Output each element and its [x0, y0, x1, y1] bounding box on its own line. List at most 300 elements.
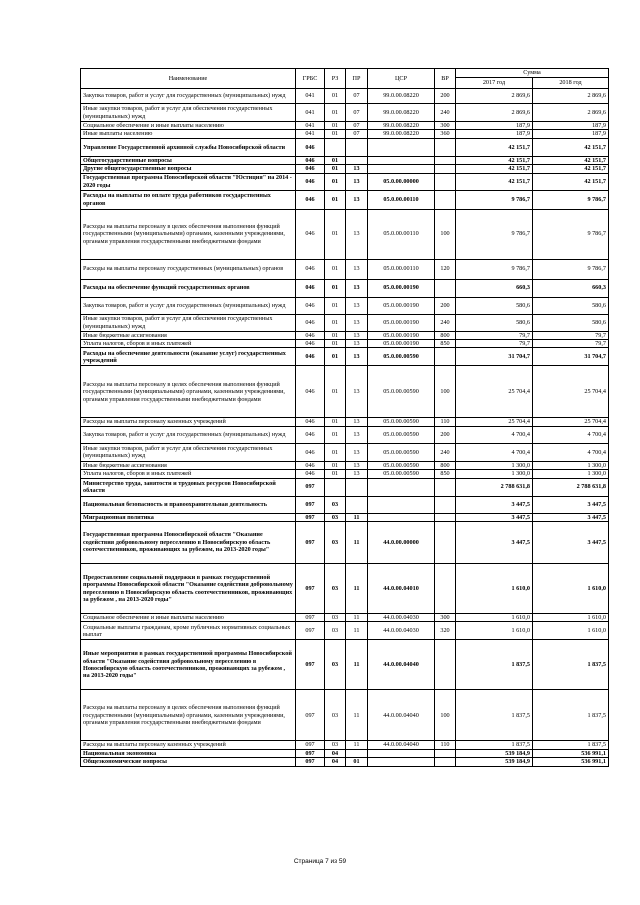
- row-rz: 01: [325, 348, 346, 366]
- row-csr: [368, 513, 435, 521]
- row-vr: 800: [435, 461, 456, 469]
- row-sum-2017: 42 151,7: [456, 173, 533, 190]
- row-grbs: 097: [296, 496, 325, 513]
- row-pr: [346, 496, 368, 513]
- row-sum-2018: 580,6: [533, 314, 609, 331]
- row-grbs: 041: [296, 89, 325, 104]
- row-pr: 11: [346, 741, 368, 749]
- row-name: Предоставление социальной поддержки в рамках государственной программы Новосибирской области "Оказание содействия добровольному переселению в Новосибирскую область соотечественников, проживающих за рубежом , на 2013-2020 годы": [81, 564, 296, 614]
- row-sum-2018: 187,9: [533, 130, 609, 138]
- row-rz: 01: [325, 165, 346, 173]
- row-sum-2017: 79,7: [456, 340, 533, 348]
- row-grbs: 046: [296, 156, 325, 164]
- row-sum-2018: 3 447,5: [533, 522, 609, 564]
- row-vr: [435, 478, 456, 496]
- row-vr: 240: [435, 443, 456, 461]
- row-grbs: 046: [296, 190, 325, 209]
- row-rz: 01: [325, 340, 346, 348]
- row-grbs: 097: [296, 622, 325, 640]
- table-body: [81, 89, 609, 767]
- row-csr: 44.0.00.04040: [368, 640, 435, 690]
- row-rz: 03: [325, 690, 346, 741]
- row-vr: [435, 138, 456, 156]
- table-row: [81, 461, 609, 469]
- row-sum-2017: 1 300,0: [456, 470, 533, 478]
- row-pr: 13: [346, 443, 368, 461]
- row-rz: [325, 138, 346, 156]
- table-row: [81, 279, 609, 297]
- table-row: [81, 209, 609, 259]
- row-grbs: 041: [296, 122, 325, 130]
- row-pr: 13: [346, 426, 368, 443]
- row-name: Иные мероприятия в рамках государственной программы Новосибирской области "Оказание содействия добровольному переселению в Новосибирскую область соотечественников, проживающих за рубежом , на 2013-2020 годы": [81, 640, 296, 690]
- row-sum-2017: 79,7: [456, 331, 533, 339]
- row-pr: 07: [346, 89, 368, 104]
- row-vr: 320: [435, 622, 456, 640]
- table-row: [81, 348, 609, 366]
- table-row: [81, 331, 609, 339]
- row-csr: 05.0.00.00190: [368, 279, 435, 297]
- row-vr: 200: [435, 426, 456, 443]
- row-name: Общегосударственные вопросы: [81, 156, 296, 164]
- row-sum-2017: 1 837,5: [456, 690, 533, 741]
- row-rz: 01: [325, 279, 346, 297]
- row-grbs: 097: [296, 522, 325, 564]
- row-name: Иные закупки товаров, работ и услуг для обеспечения государственных (муниципальных) нужд: [81, 443, 296, 461]
- table-row: [81, 130, 609, 138]
- row-sum-2017: 9 786,7: [456, 259, 533, 279]
- row-rz: 03: [325, 496, 346, 513]
- row-csr: 05.0.00.00190: [368, 297, 435, 314]
- row-sum-2017: 3 447,5: [456, 496, 533, 513]
- row-grbs: 046: [296, 259, 325, 279]
- row-name: Расходы на выплаты персоналу в целях обеспечения выполнения функций государственными (муниципальными) органами, казенными учреждениями, органами управления государственными внебюджетными фондами: [81, 366, 296, 418]
- row-grbs: 046: [296, 279, 325, 297]
- row-sum-2018: 9 786,7: [533, 190, 609, 209]
- row-sum-2018: 1 610,0: [533, 564, 609, 614]
- row-vr: [435, 496, 456, 513]
- row-sum-2018: 79,7: [533, 340, 609, 348]
- row-name: Расходы на выплаты персоналу в целях обеспечения выполнения функций государственными (муниципальными) органами, казенными учреждениями, органами управления государственными внебюджетными фондами: [81, 690, 296, 741]
- row-rz: 04: [325, 749, 346, 757]
- row-vr: [435, 156, 456, 164]
- table-row: [81, 426, 609, 443]
- row-sum-2017: 1 610,0: [456, 622, 533, 640]
- row-pr: 11: [346, 690, 368, 741]
- row-sum-2018: 1 300,0: [533, 470, 609, 478]
- row-grbs: 097: [296, 741, 325, 749]
- row-vr: 300: [435, 614, 456, 622]
- row-grbs: 046: [296, 426, 325, 443]
- row-grbs: 041: [296, 130, 325, 138]
- row-sum-2017: 31 704,7: [456, 348, 533, 366]
- row-pr: 13: [346, 348, 368, 366]
- header-rz: РЗ: [325, 69, 346, 89]
- row-rz: 01: [325, 314, 346, 331]
- row-pr: 13: [346, 190, 368, 209]
- row-sum-2018: 2 788 631,8: [533, 478, 609, 496]
- table-row: [81, 758, 609, 766]
- row-csr: 05.0.00.00590: [368, 461, 435, 469]
- table-row: [81, 470, 609, 478]
- table-row: [81, 614, 609, 622]
- row-sum-2017: 3 447,5: [456, 522, 533, 564]
- row-csr: 99.0.00.08220: [368, 130, 435, 138]
- row-pr: [346, 749, 368, 757]
- table-row: [81, 314, 609, 331]
- row-pr: 11: [346, 522, 368, 564]
- row-name: Миграционная политика: [81, 513, 296, 521]
- row-name: Иные бюджетные ассигнования: [81, 331, 296, 339]
- row-sum-2017: 4 700,4: [456, 443, 533, 461]
- row-csr: 99.0.00.08220: [368, 104, 435, 122]
- row-csr: 05.0.00.00590: [368, 418, 435, 426]
- row-name: Социальные выплаты гражданам, кроме публичных нормативных социальных выплат: [81, 622, 296, 640]
- row-vr: 110: [435, 741, 456, 749]
- row-vr: [435, 564, 456, 614]
- row-sum-2017: 1 837,5: [456, 741, 533, 749]
- header-year-2018: 2018 год: [533, 78, 609, 89]
- row-rz: 04: [325, 758, 346, 766]
- row-sum-2017: 660,3: [456, 279, 533, 297]
- row-vr: [435, 758, 456, 766]
- row-pr: 13: [346, 461, 368, 469]
- row-pr: 11: [346, 614, 368, 622]
- row-sum-2017: 42 151,7: [456, 138, 533, 156]
- row-sum-2017: 187,9: [456, 130, 533, 138]
- table-row: [81, 418, 609, 426]
- row-name: Расходы на выплаты персоналу казенных учреждений: [81, 418, 296, 426]
- row-name: Закупка товаров, работ и услуг для государственных (муниципальных) нужд: [81, 426, 296, 443]
- table-row: [81, 104, 609, 122]
- table-row: [81, 522, 609, 564]
- row-rz: 01: [325, 209, 346, 259]
- row-sum-2017: 9 786,7: [456, 190, 533, 209]
- table-row: [81, 478, 609, 496]
- row-sum-2018: 42 151,7: [533, 138, 609, 156]
- row-grbs: 046: [296, 443, 325, 461]
- row-rz: 01: [325, 331, 346, 339]
- row-grbs: 097: [296, 690, 325, 741]
- row-csr: [368, 749, 435, 757]
- row-pr: 13: [346, 173, 368, 190]
- row-vr: 200: [435, 297, 456, 314]
- row-pr: 13: [346, 366, 368, 418]
- row-pr: 11: [346, 622, 368, 640]
- row-sum-2017: 4 700,4: [456, 426, 533, 443]
- row-vr: [435, 513, 456, 521]
- row-pr: 13: [346, 340, 368, 348]
- row-sum-2018: 9 786,7: [533, 209, 609, 259]
- row-name: Иные закупки товаров, работ и услуг для обеспечения государственных (муниципальных) нужд: [81, 314, 296, 331]
- table-row: [81, 190, 609, 209]
- table-row: [81, 156, 609, 164]
- row-pr: 11: [346, 513, 368, 521]
- row-sum-2017: 187,9: [456, 122, 533, 130]
- row-grbs: 046: [296, 461, 325, 469]
- row-rz: 03: [325, 522, 346, 564]
- row-pr: 13: [346, 297, 368, 314]
- row-name: Общеэкономические вопросы: [81, 758, 296, 766]
- row-csr: 44.0.00.00000: [368, 522, 435, 564]
- row-sum-2018: 4 700,4: [533, 426, 609, 443]
- row-pr: 13: [346, 470, 368, 478]
- row-rz: 01: [325, 297, 346, 314]
- row-name: Расходы на выплаты персоналу государственных (муниципальных) органов: [81, 259, 296, 279]
- row-sum-2018: 536 991,1: [533, 749, 609, 757]
- table-row: [81, 165, 609, 173]
- row-name: Уплата налогов, сборов и иных платежей: [81, 340, 296, 348]
- row-sum-2018: 9 786,7: [533, 259, 609, 279]
- row-csr: [368, 478, 435, 496]
- row-csr: 44.0.00.04010: [368, 564, 435, 614]
- header-sum: Сумма: [456, 69, 609, 78]
- row-vr: 110: [435, 418, 456, 426]
- row-sum-2018: 25 704,4: [533, 366, 609, 418]
- budget-table: [80, 68, 609, 767]
- row-grbs: 046: [296, 173, 325, 190]
- row-vr: 850: [435, 470, 456, 478]
- row-rz: 03: [325, 741, 346, 749]
- row-name: Иные выплаты населению: [81, 130, 296, 138]
- row-grbs: 046: [296, 297, 325, 314]
- row-grbs: 046: [296, 418, 325, 426]
- row-sum-2018: 25 704,4: [533, 418, 609, 426]
- row-rz: 01: [325, 366, 346, 418]
- row-csr: 44.0.00.04030: [368, 614, 435, 622]
- row-rz: 01: [325, 122, 346, 130]
- row-csr: 44.0.00.04030: [368, 622, 435, 640]
- row-vr: 120: [435, 259, 456, 279]
- row-rz: 01: [325, 426, 346, 443]
- row-rz: 01: [325, 190, 346, 209]
- row-sum-2017: 539 184,9: [456, 758, 533, 766]
- row-pr: 07: [346, 104, 368, 122]
- header-vr: ВР: [435, 69, 456, 89]
- row-name: Расходы на обеспечение функций государственных органов: [81, 279, 296, 297]
- row-sum-2017: 2 869,6: [456, 104, 533, 122]
- table-row: [81, 513, 609, 521]
- row-grbs: 097: [296, 640, 325, 690]
- row-sum-2018: 660,3: [533, 279, 609, 297]
- row-grbs: 097: [296, 749, 325, 757]
- row-name: Расходы на выплаты по оплате труда работников государственных органов: [81, 190, 296, 209]
- row-csr: 05.0.00.00590: [368, 470, 435, 478]
- row-vr: [435, 173, 456, 190]
- table-row: [81, 690, 609, 741]
- row-sum-2017: 25 704,4: [456, 366, 533, 418]
- row-name: Другие общегосударственные вопросы: [81, 165, 296, 173]
- row-name: Государственная программа Новосибирской области "Юстиция" на 2014 - 2020 годы: [81, 173, 296, 190]
- row-sum-2018: 1 837,5: [533, 640, 609, 690]
- row-vr: [435, 165, 456, 173]
- row-csr: 05.0.00.00110: [368, 209, 435, 259]
- row-sum-2017: 580,6: [456, 297, 533, 314]
- row-vr: 300: [435, 122, 456, 130]
- row-vr: 360: [435, 130, 456, 138]
- row-rz: 03: [325, 622, 346, 640]
- row-pr: 13: [346, 279, 368, 297]
- row-grbs: 097: [296, 513, 325, 521]
- row-pr: 13: [346, 331, 368, 339]
- table-row: [81, 622, 609, 640]
- header-pr: ПР: [346, 69, 368, 89]
- row-name: Государственная программа Новосибирской области "Оказание содействия добровольному переселению в Новосибирскую область соотечественников, проживающих за рубежом, на 2013-2020 годы": [81, 522, 296, 564]
- row-grbs: 097: [296, 478, 325, 496]
- row-grbs: 046: [296, 470, 325, 478]
- row-csr: 05.0.00.00110: [368, 259, 435, 279]
- table-row: [81, 366, 609, 418]
- row-vr: 100: [435, 690, 456, 741]
- row-rz: 01: [325, 443, 346, 461]
- row-name: Иные закупки товаров, работ и услуг для обеспечения государственных (муниципальных) нужд: [81, 104, 296, 122]
- row-pr: 11: [346, 564, 368, 614]
- row-pr: 13: [346, 209, 368, 259]
- row-rz: 03: [325, 614, 346, 622]
- row-grbs: 046: [296, 348, 325, 366]
- row-rz: 03: [325, 564, 346, 614]
- row-pr: [346, 478, 368, 496]
- row-name: Расходы на выплаты персоналу казенных учреждений: [81, 741, 296, 749]
- row-csr: [368, 156, 435, 164]
- row-csr: 05.0.00.00190: [368, 340, 435, 348]
- row-vr: 100: [435, 366, 456, 418]
- row-sum-2017: 3 447,5: [456, 513, 533, 521]
- row-vr: [435, 522, 456, 564]
- header-year-2017: 2017 год: [456, 78, 533, 89]
- row-name: Расходы на выплаты персоналу в целях обеспечения выполнения функций государственными (муниципальными) органами, казенными учреждениями, органами управления государственными внебюджетными фондами: [81, 209, 296, 259]
- row-csr: [368, 138, 435, 156]
- row-sum-2018: 2 869,6: [533, 89, 609, 104]
- row-rz: 01: [325, 461, 346, 469]
- row-vr: [435, 749, 456, 757]
- row-vr: 240: [435, 104, 456, 122]
- row-sum-2017: 2 869,6: [456, 89, 533, 104]
- row-rz: 01: [325, 418, 346, 426]
- table-row: [81, 259, 609, 279]
- table-row: [81, 443, 609, 461]
- row-sum-2018: 1 837,5: [533, 741, 609, 749]
- row-sum-2017: 580,6: [456, 314, 533, 331]
- row-sum-2018: 1 300,0: [533, 461, 609, 469]
- row-csr: 44.0.00.04040: [368, 690, 435, 741]
- row-csr: [368, 496, 435, 513]
- row-vr: 240: [435, 314, 456, 331]
- row-sum-2018: 79,7: [533, 331, 609, 339]
- row-grbs: 046: [296, 314, 325, 331]
- row-sum-2018: 4 700,4: [533, 443, 609, 461]
- row-rz: 01: [325, 89, 346, 104]
- row-grbs: 046: [296, 209, 325, 259]
- row-name: Уплата налогов, сборов и иных платежей: [81, 470, 296, 478]
- row-sum-2018: 3 447,5: [533, 513, 609, 521]
- row-sum-2017: 1 837,5: [456, 640, 533, 690]
- row-pr: 07: [346, 130, 368, 138]
- row-vr: 100: [435, 209, 456, 259]
- row-sum-2018: 2 869,6: [533, 104, 609, 122]
- header-name: Наименование: [81, 69, 296, 89]
- row-csr: 05.0.00.00590: [368, 443, 435, 461]
- header-grbs: ГРБС: [296, 69, 325, 89]
- table-row: [81, 89, 609, 104]
- row-pr: [346, 138, 368, 156]
- row-sum-2017: 1 300,0: [456, 461, 533, 469]
- row-sum-2018: 42 151,7: [533, 173, 609, 190]
- row-sum-2017: 9 786,7: [456, 209, 533, 259]
- row-grbs: 046: [296, 340, 325, 348]
- table-row: [81, 564, 609, 614]
- row-sum-2018: 3 447,5: [533, 496, 609, 513]
- row-csr: 05.0.00.00190: [368, 331, 435, 339]
- row-sum-2018: 42 151,7: [533, 156, 609, 164]
- row-grbs: 097: [296, 758, 325, 766]
- row-vr: [435, 640, 456, 690]
- row-rz: 03: [325, 513, 346, 521]
- row-csr: 44.0.00.04040: [368, 741, 435, 749]
- row-name: Министерство труда, занятости и трудовых ресурсов Новосибирской области: [81, 478, 296, 496]
- page-footer: Страница 7 из 59: [293, 858, 347, 865]
- row-rz: 01: [325, 104, 346, 122]
- row-name: Иные бюджетные ассигнования: [81, 461, 296, 469]
- row-pr: [346, 156, 368, 164]
- row-grbs: 046: [296, 331, 325, 339]
- row-sum-2017: 25 704,4: [456, 418, 533, 426]
- row-name: Социальное обеспечение и иные выплаты населению: [81, 614, 296, 622]
- row-csr: 05.0.00.00590: [368, 366, 435, 418]
- table-row: [81, 741, 609, 749]
- row-sum-2017: 42 151,7: [456, 156, 533, 164]
- row-vr: [435, 348, 456, 366]
- table-row: [81, 297, 609, 314]
- row-rz: 01: [325, 130, 346, 138]
- row-grbs: 046: [296, 138, 325, 156]
- row-sum-2018: 580,6: [533, 297, 609, 314]
- row-sum-2018: 536 991,1: [533, 758, 609, 766]
- row-sum-2018: 1 610,0: [533, 614, 609, 622]
- table-row: [81, 640, 609, 690]
- row-name: Национальная экономика: [81, 749, 296, 757]
- row-grbs: 046: [296, 366, 325, 418]
- row-sum-2018: 42 151,7: [533, 165, 609, 173]
- table-row: [81, 122, 609, 130]
- row-sum-2017: 1 610,0: [456, 614, 533, 622]
- table-row: [81, 496, 609, 513]
- row-csr: 05.0.00.00590: [368, 348, 435, 366]
- row-csr: 05.0.00.00590: [368, 426, 435, 443]
- row-sum-2017: 2 788 631,8: [456, 478, 533, 496]
- row-sum-2018: 1 610,0: [533, 622, 609, 640]
- row-grbs: 097: [296, 614, 325, 622]
- row-sum-2018: 1 837,5: [533, 690, 609, 741]
- row-pr: 07: [346, 122, 368, 130]
- row-sum-2017: 539 184,9: [456, 749, 533, 757]
- row-name: Закупка товаров, работ и услуг для государственных (муниципальных) нужд: [81, 297, 296, 314]
- table-row: [81, 749, 609, 757]
- row-rz: 01: [325, 259, 346, 279]
- table-row: [81, 138, 609, 156]
- row-pr: 13: [346, 418, 368, 426]
- row-csr: [368, 165, 435, 173]
- row-csr: 05.0.00.00000: [368, 173, 435, 190]
- row-pr: 13: [346, 259, 368, 279]
- row-pr: 13: [346, 165, 368, 173]
- row-sum-2018: 187,9: [533, 122, 609, 130]
- row-rz: 01: [325, 173, 346, 190]
- table-row: [81, 173, 609, 190]
- row-pr: 11: [346, 640, 368, 690]
- header-csr: ЦСР: [368, 69, 435, 89]
- row-rz: 03: [325, 640, 346, 690]
